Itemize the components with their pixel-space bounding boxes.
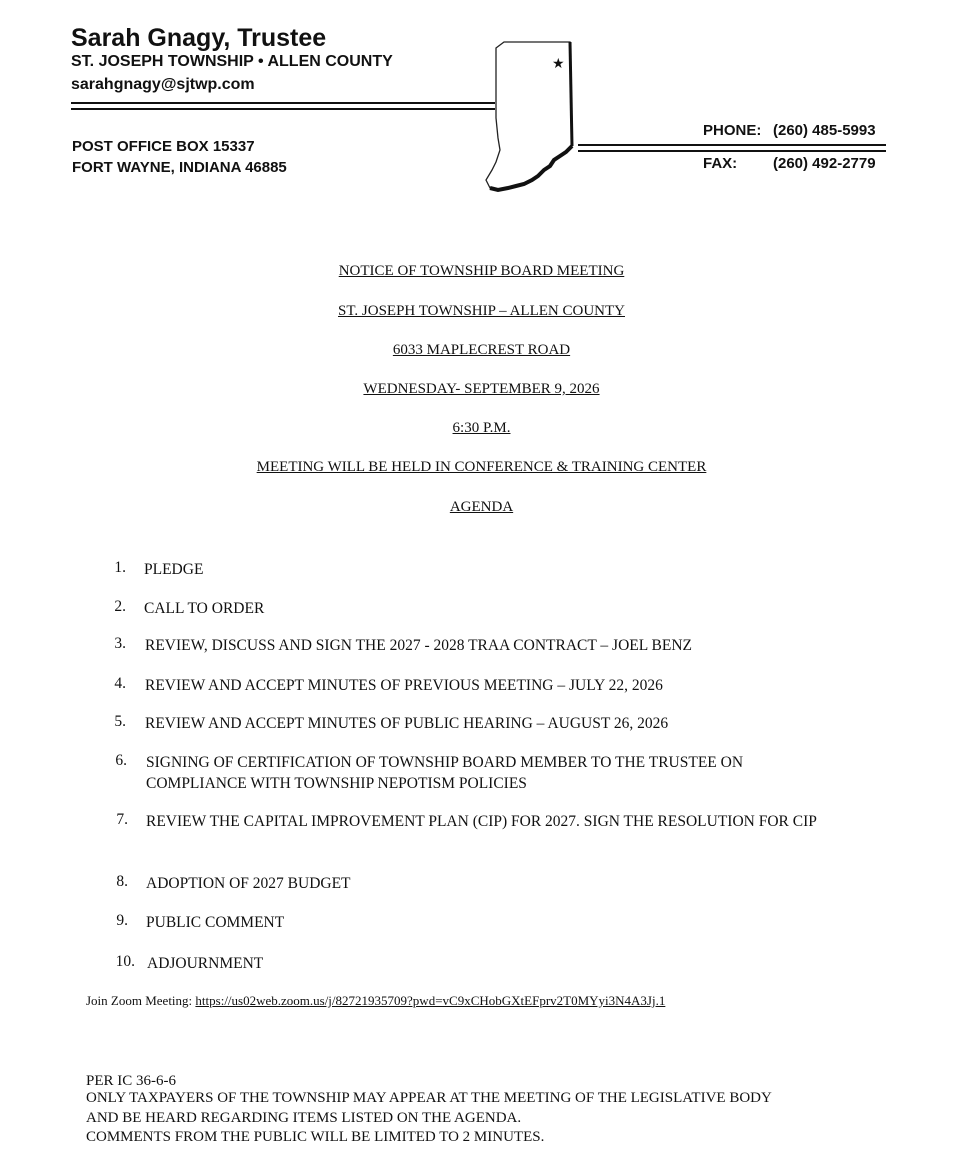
capital-star-icon: ★ — [552, 56, 565, 72]
fax-number: (260) 492-2779 — [773, 155, 876, 172]
fax-label: FAX: — [703, 155, 738, 172]
agenda-item — [0, 873, 973, 895]
zoom-label: Join Zoom Meeting: — [86, 993, 196, 1008]
footer-line-1: ONLY TAXPAYERS OF THE TOWNSHIP MAY APPEAR AT THE MEETING OF THE LEGISLATIVE BODY — [86, 1090, 772, 1106]
agenda-item-number: 9. — [116, 912, 128, 929]
zoom-meeting-link[interactable]: https://us02web.zoom.us/j/82721935709?pwd=vC9xCHobGXtEFprv2T0MYyi3N4A3Jj.1 — [195, 993, 666, 1008]
agenda-item-number: 10. — [115, 953, 135, 970]
footer-line-2: AND BE HEARD REGARDING ITEMS LISTED ON THE AGENDA. — [86, 1110, 522, 1126]
agenda-item-number: 1. — [114, 559, 126, 576]
agenda-item-text: REVIEW AND ACCEPT MINUTES OF PUBLIC HEARING – AUGUST 26, 2026 — [145, 715, 669, 732]
agenda-item — [0, 675, 973, 697]
agenda-item-number: 2. — [114, 598, 126, 615]
footer-statute: PER IC 36-6-6 — [86, 1073, 176, 1089]
phone-number[interactable]: (260) 485-5993 — [773, 122, 876, 139]
agenda-item-text: REVIEW AND ACCEPT MINUTES OF PREVIOUS MEETING – JULY 22, 2026 — [145, 677, 663, 694]
footer-line-3: COMMENTS FROM THE PUBLIC WILL BE LIMITED TO 2 MINUTES. — [86, 1129, 545, 1145]
notice-township: ST. JOSEPH TOWNSHIP – ALLEN COUNTY — [338, 303, 625, 319]
agenda-item — [0, 559, 973, 581]
trustee-name: Sarah Gnagy, Trustee — [71, 24, 327, 52]
notice-title: NOTICE OF TOWNSHIP BOARD MEETING — [338, 263, 625, 279]
agenda-item — [0, 752, 973, 796]
letterhead-rule-left-top — [71, 102, 495, 104]
agenda-item-number: 5. — [114, 713, 126, 730]
phone-label: PHONE: — [703, 122, 762, 139]
agenda-item-number: 6. — [115, 752, 127, 769]
agenda-item — [0, 635, 973, 657]
agenda-item-number: 4. — [114, 675, 126, 692]
trustee-email[interactable]: sarahgnagy@sjtwp.com — [71, 76, 255, 93]
po-box: POST OFFICE BOX 15337 — [72, 138, 255, 155]
agenda-item — [0, 598, 973, 620]
agenda-item-number: 7. — [116, 811, 128, 828]
agenda-item-text: REVIEW, DISCUSS AND SIGN THE 2027 - 2028 TRAA CONTRACT – JOEL BENZ — [145, 637, 692, 654]
agenda-item — [0, 912, 973, 934]
agenda-item-text: SIGNING OF CERTIFICATION OF TOWNSHIP BOARD MEMBER TO THE TRUSTEE ON COMPLIANCE WITH TOWNSHIP NEPOTISM POLICIES — [146, 754, 744, 792]
agenda-item-text: ADJOURNMENT — [147, 955, 264, 972]
agenda-item — [0, 811, 973, 855]
agenda-item-text: CALL TO ORDER — [144, 600, 265, 617]
agenda-item-number: 3. — [114, 635, 126, 652]
notice-location: MEETING WILL BE HELD IN CONFERENCE & TRAINING CENTER — [256, 459, 707, 475]
township-county: ST. JOSEPH TOWNSHIP • ALLEN COUNTY — [71, 53, 393, 70]
agenda-item — [0, 953, 973, 975]
indiana-map-logo — [478, 38, 588, 198]
letterhead-rule-right-bottom — [578, 150, 886, 152]
agenda-item-text: ADOPTION OF 2027 BUDGET — [146, 875, 351, 892]
agenda-item-text: PLEDGE — [144, 561, 204, 578]
notice-address: 6033 MAPLECREST ROAD — [392, 342, 571, 358]
agenda-item-text: REVIEW THE CAPITAL IMPROVEMENT PLAN (CIP) FOR 2027. SIGN THE RESOLUTION FOR CIP — [146, 813, 817, 830]
agenda-heading: AGENDA — [449, 499, 514, 515]
agenda-item-text: PUBLIC COMMENT — [146, 914, 285, 931]
agenda-item — [0, 713, 973, 735]
notice-date: WEDNESDAY- SEPTEMBER 9, 2026 — [363, 381, 600, 397]
city-address: FORT WAYNE, INDIANA 46885 — [72, 159, 287, 176]
agenda-item-number: 8. — [116, 873, 128, 890]
zoom-meeting-line — [86, 993, 665, 1009]
notice-time: 6:30 P.M. — [452, 420, 511, 436]
letterhead-rule-left-bottom — [71, 108, 495, 110]
letterhead-rule-right-top — [578, 144, 886, 146]
